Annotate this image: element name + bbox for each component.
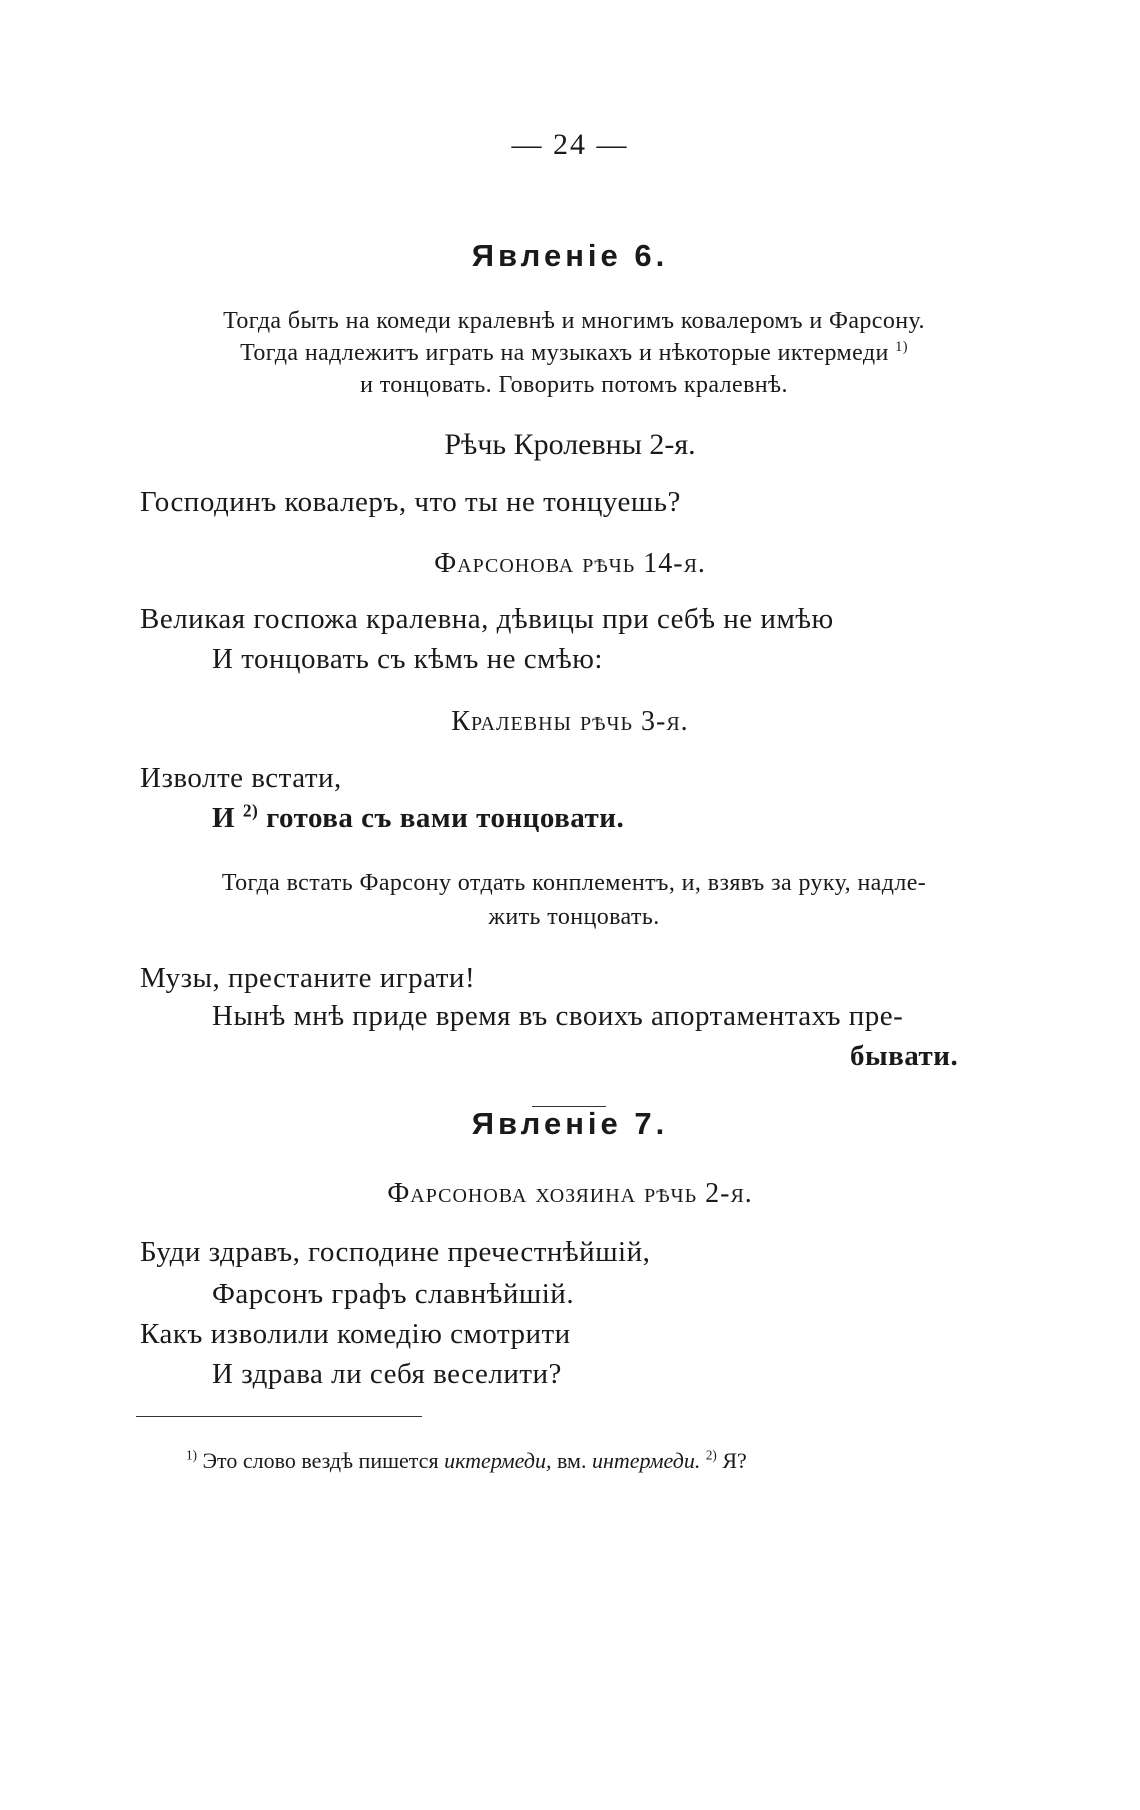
speaker-heading-4: Фарсонова хозяина рѣчь 2-я. bbox=[387, 1178, 753, 1209]
speech-line: Великая госпожа кралевна, дѣвицы при себѣ не имѣю bbox=[140, 603, 834, 635]
scene-7-title: Явленіе 7. bbox=[471, 1106, 669, 1141]
footnote-ref-1: 1) bbox=[895, 339, 908, 355]
stage-direction-2-line-1: Тогда встать Фарсону отдать конплементъ, и, взявъ за руку, надле- bbox=[221, 870, 927, 896]
page-number: — 24 — bbox=[511, 128, 629, 161]
stage-direction-line-3: и тонцовать. Говорить потомъ кралевнѣ. bbox=[360, 372, 788, 398]
speech-line: Музы, престаните играти! bbox=[140, 962, 476, 994]
speech-line: Фарсонъ графъ славнѣйшій. bbox=[212, 1278, 575, 1310]
speech-line: И здрава ли себя веселити? bbox=[212, 1358, 562, 1390]
footnote-ref-2: 2) bbox=[242, 800, 259, 821]
stage-direction-2-line-2: жить тонцовать. bbox=[488, 904, 660, 930]
footnote-rule bbox=[136, 1416, 422, 1417]
speaker-heading-1: Рѣчь Кролевны 2-я. bbox=[444, 428, 696, 461]
speech-line: И $^{2)}$ готова съ вами тонцовати. bbox=[212, 800, 625, 834]
speaker-heading-2: Фарсонова рѣчь 14-я. bbox=[434, 548, 706, 579]
speech-line: бывати. bbox=[850, 1040, 959, 1072]
speaker-heading-3: Кралевны рѣчь 3-я. bbox=[451, 706, 689, 737]
stage-direction-line-1: Тогда быть на комеди кралевнѣ и многимъ ковалеромъ и Фарсону. bbox=[223, 308, 925, 334]
footnote: $^{1)}$ Это слово вездѣ пишется иктермеди, вм. интермеди. $^{2)}$ Я? bbox=[186, 1447, 747, 1473]
speech-line: Буди здравъ, господине пречестнѣйшій, bbox=[140, 1236, 651, 1268]
speech-line: Изволте встати, bbox=[140, 762, 342, 794]
scene-6-title: Явленіе 6. bbox=[471, 238, 669, 273]
stage-direction-line-2: Тогда надлежитъ играть на музыкахъ и нѣкоторые иктермеди $^{1)}$ bbox=[240, 339, 908, 366]
speech-line: Какъ изволили комедію смотрити bbox=[140, 1318, 571, 1350]
speech-line: Господинъ ковалеръ, что ты не тонцуешь? bbox=[140, 486, 681, 518]
speech-line: Нынѣ мнѣ приде время въ своихъ апортаментахъ пре- bbox=[212, 1000, 904, 1032]
speech-line: И тонцовать съ кѣмъ не смѣю: bbox=[212, 643, 603, 675]
